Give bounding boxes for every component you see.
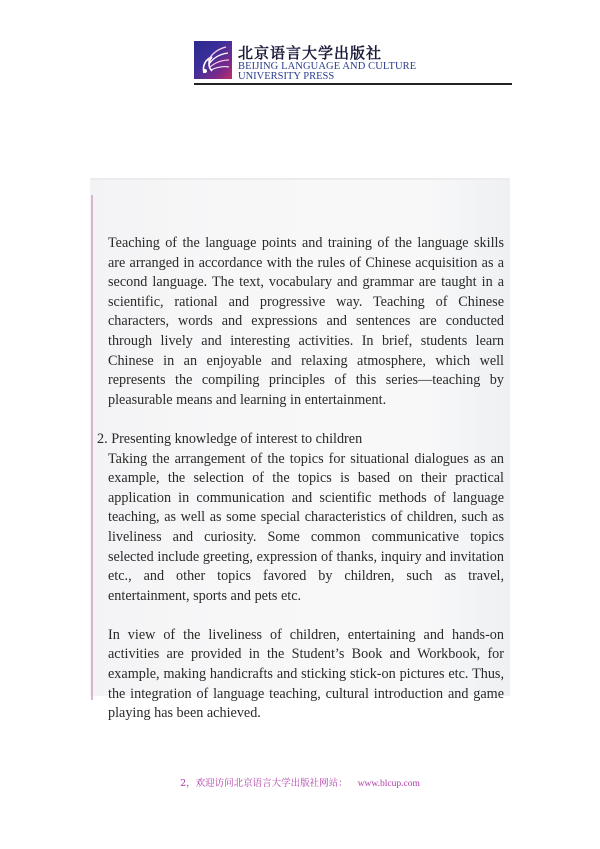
body-text — [97, 234, 504, 724]
publisher-name-chinese: 北京语言大学出版社 — [238, 44, 383, 62]
footer-welcome-text: 欢迎访问北京语言大学出版社网站： — [195, 778, 348, 789]
page-footer — [0, 775, 600, 789]
footer-separator: ， — [186, 778, 196, 789]
footer-website-link[interactable]: www.blcup.com — [357, 779, 420, 789]
phoenix-logo-icon — [194, 41, 232, 79]
publisher-name-english-line1: BEIJING LANGUAGE AND CULTURE — [238, 61, 417, 72]
page-number: 2 — [180, 778, 187, 789]
paragraph-topics: Taking the arrangement of the topics for situational dialogues as an example, the selection of the topics is based on their practical application in communication and scientific methods of language teaching, as well as some special characteristics of children, such as liveliness and curiosity. Some common communicative topics selected include greeting, expression of thanks, inquiry and invitation etc., and other topics favored by children, such as travel, entertainment, sports and pets etc. — [108, 450, 504, 604]
paragraph-activities: In view of the liveliness of children, entertaining and hands-on activities are provided in the Student’s Book and Workbook, for example, making handicrafts and sticking stick-on pictures etc. Thus, the integration of language teaching, cultural introduction and game playing has been achieved. — [108, 626, 504, 722]
header-divider — [194, 83, 512, 85]
paragraph-teaching-principles: Teaching of the language points and training of the language skills are arranged in accordance with the rules of Chinese acquisition as a second language. The text, vocabulary and grammar are taught in a scientific, rational and progressive way. Teaching of Chinese characters, words and expressions and sentences are conducted through lively and interesting activities. In brief, students learn Chinese in an enjoyable and relaxing atmosphere, which well represents the compiling principles of this series—teaching by pleasurable means and learning in entertainment. — [108, 235, 504, 408]
section-heading: 2. Presenting knowledge of interest to children — [97, 430, 363, 447]
publisher-name-english-line2: UNIVERSITY PRESS — [238, 71, 335, 82]
scanned-page-left-edge — [91, 195, 93, 700]
publisher-header — [194, 41, 514, 83]
